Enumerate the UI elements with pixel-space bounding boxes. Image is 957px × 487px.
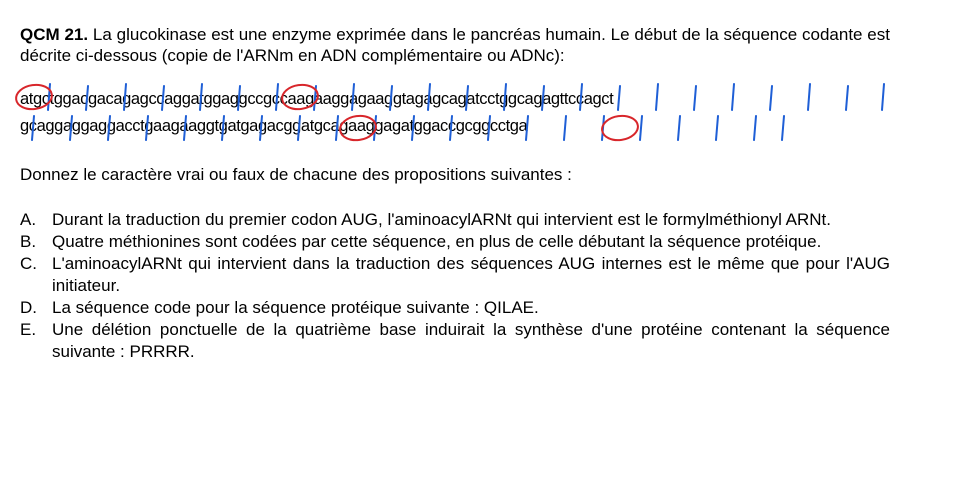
option-text: Une délétion ponctuelle de la quatrième base induirait la synthèse d'une protéine contenant la séquence suivante : PRRRR.: [52, 320, 890, 361]
option-letter: C.: [20, 254, 37, 273]
option-letter: D.: [20, 298, 37, 317]
option-letter: B.: [20, 232, 37, 251]
option-text: L'aminoacylARNt qui intervient dans la traduction des séquences AUG internes est le même que pour l'AUG initiateur.: [52, 254, 890, 295]
question-prompt: Donnez le caractère vrai ou faux de chacune des propositions suivantes :: [20, 165, 572, 184]
sequence-line-2: gcaggaggaggacctgaagaaggtgatgagacggatgcagaaggagatggaccgcggcctga: [20, 117, 528, 135]
sequence-line-1: atgctggacgacagagccaggatggaggccgccaagaaggagaaggtagagcagatcctggcagagttccagct: [20, 90, 614, 108]
option-b: [20, 231, 890, 253]
question-card: [20, 24, 890, 363]
option-c: [20, 253, 890, 297]
option-text: La séquence code pour la séquence protéique suivante : QILAE.: [52, 298, 539, 317]
option-d: [20, 297, 890, 319]
option-text: Durant la traduction du premier codon AUG, l'aminoacylARNt qui intervient est le formylméthionyl ARNt.: [52, 210, 831, 229]
option-e: [20, 319, 890, 363]
intro-paragraph: [20, 24, 890, 66]
option-letter: E.: [20, 320, 37, 339]
intro-text: La glucokinase est une enzyme exprimée dans le pancréas humain. Le début de la séquence codante est décrite ci-dessous (copie de l'ARNm en ADN complémentaire ou ADNc):: [20, 25, 890, 65]
answer-options: [20, 209, 890, 363]
qcm-number: QCM 21.: [20, 25, 89, 44]
option-letter: A.: [20, 210, 37, 229]
sequence-block: [20, 86, 890, 142]
option-a: [20, 209, 890, 231]
option-text: Quatre méthionines sont codées par cette séquence, en plus de celle débutant la séquence protéique.: [52, 232, 822, 251]
